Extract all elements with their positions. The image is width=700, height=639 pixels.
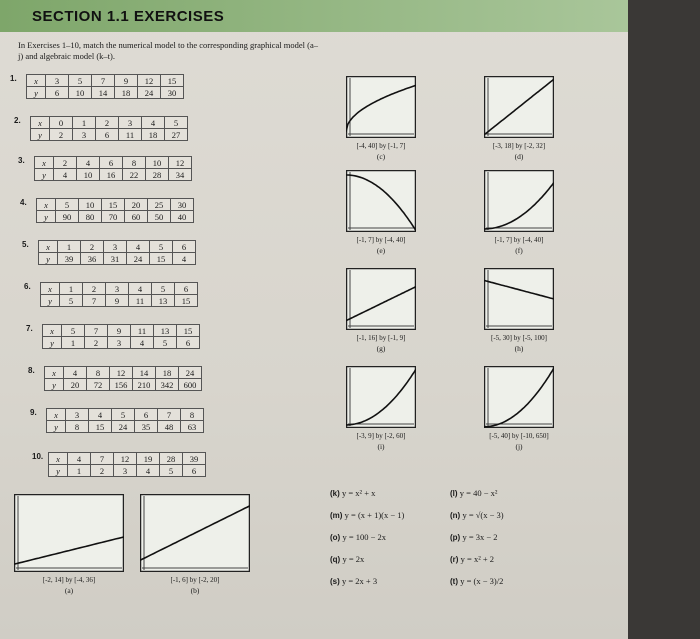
section-title: SECTION 1.1 EXERCISES xyxy=(32,8,225,25)
graph-window-j: [-5, 40] by [-10, 650] xyxy=(489,432,549,440)
data-table xyxy=(44,366,202,391)
graph-frame xyxy=(485,171,554,232)
graph-f xyxy=(484,170,554,232)
algebraic-model xyxy=(330,576,377,586)
algebraic-model xyxy=(450,554,494,564)
graph-frame xyxy=(485,269,554,330)
variable-label: x xyxy=(31,117,50,129)
algebraic-model xyxy=(450,576,503,586)
table-cell: 13 xyxy=(154,325,177,337)
table-cell: 35 xyxy=(135,421,158,433)
model-expression: y = x² + x xyxy=(342,488,376,498)
table-cell: 28 xyxy=(146,169,169,181)
table-cell: 19 xyxy=(137,453,160,465)
table-row xyxy=(49,465,206,477)
table-cell: 18 xyxy=(142,129,165,141)
table-cell: 2 xyxy=(91,465,114,477)
table-cell: 15 xyxy=(161,75,184,87)
graph-g xyxy=(346,268,416,330)
table-cell: 1 xyxy=(62,337,85,349)
table-cell: 210 xyxy=(133,379,156,391)
model-id: (q) xyxy=(330,555,343,564)
table-cell: 2 xyxy=(81,241,104,253)
table-row xyxy=(41,283,198,295)
table-cell: 600 xyxy=(179,379,202,391)
table-cell: 14 xyxy=(133,367,156,379)
table-cell: 2 xyxy=(50,129,73,141)
variable-label: y xyxy=(41,295,60,307)
table-row xyxy=(35,169,192,181)
table-cell: 5 xyxy=(69,75,92,87)
graph-label-d: (d) xyxy=(514,152,524,161)
table-row xyxy=(31,129,188,141)
graph-d xyxy=(484,76,554,138)
table-cell: 5 xyxy=(154,337,177,349)
table-row xyxy=(39,241,196,253)
model-id: (r) xyxy=(450,555,461,564)
table-cell: 70 xyxy=(102,211,125,223)
graph-window-c: [-4, 40] by [-1, 7] xyxy=(356,142,406,150)
data-table xyxy=(36,198,194,223)
table-cell: 342 xyxy=(156,379,179,391)
variable-label: y xyxy=(27,87,46,99)
table-cell: 25 xyxy=(148,199,171,211)
exercise-1 xyxy=(10,74,184,99)
table-cell: 12 xyxy=(138,75,161,87)
exercise-5 xyxy=(22,240,196,265)
table-cell: 6 xyxy=(135,409,158,421)
algebraic-model xyxy=(450,532,498,542)
model-id: (n) xyxy=(450,511,463,520)
table-cell: 13 xyxy=(152,295,175,307)
graph-label-b: (b) xyxy=(190,586,200,595)
table-cell: 18 xyxy=(115,87,138,99)
table-cell: 5 xyxy=(62,325,85,337)
model-id: (s) xyxy=(330,577,342,586)
table-cell: 24 xyxy=(138,87,161,99)
exercise-6 xyxy=(24,282,198,307)
exercise-number: 6. xyxy=(24,282,31,291)
table-cell: 9 xyxy=(106,295,129,307)
variable-label: y xyxy=(37,211,56,223)
graph-h xyxy=(484,268,554,330)
table-cell: 4 xyxy=(64,367,87,379)
graph-window-h: [-5, 30] by [-5, 100] xyxy=(491,334,547,342)
table-cell: 8 xyxy=(123,157,146,169)
table-cell: 11 xyxy=(119,129,142,141)
exercise-2 xyxy=(14,116,188,141)
table-cell: 48 xyxy=(158,421,181,433)
model-expression: y = √(x − 3) xyxy=(462,510,504,520)
model-expression: y = 3x − 2 xyxy=(462,532,498,542)
table-cell: 6 xyxy=(46,87,69,99)
table-cell: 8 xyxy=(181,409,204,421)
graph-window-d: [-3, 18] by [-2, 32] xyxy=(492,142,546,150)
table-cell: 50 xyxy=(148,211,171,223)
graph-label-h: (h) xyxy=(514,344,524,353)
graph-frame xyxy=(347,77,416,138)
table-cell: 22 xyxy=(123,169,146,181)
table-cell: 4 xyxy=(89,409,112,421)
data-table xyxy=(38,240,196,265)
table-cell: 1 xyxy=(60,283,83,295)
graph-b xyxy=(140,494,250,572)
model-expression: y = 40 − x² xyxy=(459,488,498,498)
model-expression: y = (x − 3)/2 xyxy=(460,576,504,586)
table-cell: 3 xyxy=(66,409,89,421)
table-cell: 9 xyxy=(115,75,138,87)
table-cell: 15 xyxy=(102,199,125,211)
table-cell: 5 xyxy=(150,241,173,253)
table-cell: 4 xyxy=(173,253,196,265)
data-table xyxy=(40,282,198,307)
data-table xyxy=(26,74,184,99)
variable-label: x xyxy=(47,409,66,421)
exercise-10 xyxy=(32,452,206,477)
data-table xyxy=(48,452,206,477)
variable-label: y xyxy=(47,421,66,433)
graph-frame xyxy=(347,269,416,330)
table-cell: 8 xyxy=(87,367,110,379)
table-row xyxy=(45,379,202,391)
table-row xyxy=(43,337,200,349)
data-table xyxy=(46,408,204,433)
exercise-7 xyxy=(26,324,200,349)
table-cell: 34 xyxy=(169,169,192,181)
graph-window-b: [-1, 6] by [-2, 20] xyxy=(170,576,220,584)
graph-frame xyxy=(347,171,416,232)
table-cell: 3 xyxy=(104,241,127,253)
table-row xyxy=(45,367,202,379)
exercise-number: 7. xyxy=(26,324,33,333)
table-cell: 1 xyxy=(58,241,81,253)
table-cell: 40 xyxy=(171,211,194,223)
table-cell: 3 xyxy=(46,75,69,87)
table-cell: 39 xyxy=(58,253,81,265)
data-table xyxy=(34,156,192,181)
model-id: (p) xyxy=(450,533,463,542)
table-row xyxy=(27,75,184,87)
variable-label: y xyxy=(45,379,64,391)
table-row xyxy=(31,117,188,129)
table-cell: 90 xyxy=(56,211,79,223)
table-cell: 4 xyxy=(131,337,154,349)
table-cell: 12 xyxy=(169,157,192,169)
exercise-instructions: In Exercises 1–10, match the numerical model to the corresponding graphical model (a–j) and algebraic model (k–t). xyxy=(18,40,318,61)
table-cell: 16 xyxy=(100,169,123,181)
table-cell: 3 xyxy=(108,337,131,349)
variable-label: x xyxy=(39,241,58,253)
table-cell: 24 xyxy=(179,367,202,379)
table-cell: 30 xyxy=(161,87,184,99)
model-expression: y = 100 − 2x xyxy=(342,532,387,542)
algebraic-model xyxy=(450,488,497,498)
table-cell: 10 xyxy=(79,199,102,211)
table-cell: 12 xyxy=(110,367,133,379)
table-cell: 9 xyxy=(108,325,131,337)
data-table xyxy=(30,116,188,141)
exercise-number: 5. xyxy=(22,240,29,249)
graph-label-a: (a) xyxy=(64,586,74,595)
table-row xyxy=(37,211,194,223)
table-cell: 3 xyxy=(73,129,96,141)
algebraic-model xyxy=(330,554,364,564)
graph-label-f: (f) xyxy=(515,246,523,255)
graph-a xyxy=(14,494,124,572)
table-cell: 27 xyxy=(165,129,188,141)
variable-label: x xyxy=(45,367,64,379)
table-row xyxy=(49,453,206,465)
table-cell: 10 xyxy=(146,157,169,169)
table-cell: 36 xyxy=(81,253,104,265)
model-id: (o) xyxy=(330,533,343,542)
variable-label: y xyxy=(31,129,50,141)
table-cell: 14 xyxy=(92,87,115,99)
exercise-8 xyxy=(28,366,202,391)
table-cell: 10 xyxy=(77,169,100,181)
table-cell: 12 xyxy=(114,453,137,465)
graph-i xyxy=(346,366,416,428)
table-cell: 15 xyxy=(150,253,173,265)
table-cell: 24 xyxy=(127,253,150,265)
table-cell: 5 xyxy=(112,409,135,421)
table-cell: 4 xyxy=(68,453,91,465)
table-cell: 0 xyxy=(50,117,73,129)
table-row xyxy=(47,409,204,421)
variable-label: x xyxy=(35,157,54,169)
graph-j xyxy=(484,366,554,428)
table-cell: 6 xyxy=(96,129,119,141)
table-cell: 5 xyxy=(165,117,188,129)
graph-label-i: (i) xyxy=(377,442,385,451)
table-cell: 28 xyxy=(160,453,183,465)
algebraic-model xyxy=(330,532,386,542)
table-cell: 72 xyxy=(87,379,110,391)
data-table xyxy=(42,324,200,349)
model-expression: y = x² + 2 xyxy=(460,554,495,564)
table-row xyxy=(43,325,200,337)
exercise-number: 4. xyxy=(20,198,27,207)
model-expression: y = 2x xyxy=(342,554,365,564)
table-cell: 3 xyxy=(114,465,137,477)
table-cell: 63 xyxy=(181,421,204,433)
graph-frame xyxy=(485,367,554,428)
exercise-9 xyxy=(30,408,204,433)
variable-label: x xyxy=(41,283,60,295)
graph-c xyxy=(346,76,416,138)
table-cell: 6 xyxy=(100,157,123,169)
table-cell: 20 xyxy=(125,199,148,211)
table-cell: 80 xyxy=(79,211,102,223)
model-id: (l) xyxy=(450,489,460,498)
variable-label: x xyxy=(37,199,56,211)
table-cell: 24 xyxy=(112,421,135,433)
table-cell: 11 xyxy=(131,325,154,337)
table-cell: 6 xyxy=(173,241,196,253)
dark-background xyxy=(628,0,700,639)
table-cell: 15 xyxy=(89,421,112,433)
table-cell: 7 xyxy=(158,409,181,421)
table-row xyxy=(47,421,204,433)
graph-label-e: (e) xyxy=(376,246,386,255)
graph-label-g: (g) xyxy=(376,344,386,353)
table-cell: 2 xyxy=(83,283,106,295)
algebraic-model xyxy=(330,510,404,520)
table-cell: 6 xyxy=(183,465,206,477)
model-expression: y = 2x + 3 xyxy=(342,576,378,586)
table-cell: 30 xyxy=(171,199,194,211)
algebraic-model xyxy=(450,510,504,520)
table-row xyxy=(41,295,198,307)
table-cell: 5 xyxy=(152,283,175,295)
variable-label: y xyxy=(49,465,68,477)
table-cell: 2 xyxy=(85,337,108,349)
graph-label-c: (c) xyxy=(376,152,386,161)
variable-label: x xyxy=(27,75,46,87)
exercise-3 xyxy=(18,156,192,181)
table-cell: 39 xyxy=(183,453,206,465)
table-cell: 20 xyxy=(64,379,87,391)
graph-label-j: (j) xyxy=(515,442,523,451)
table-cell: 11 xyxy=(129,295,152,307)
variable-label: x xyxy=(49,453,68,465)
table-cell: 60 xyxy=(125,211,148,223)
variable-label: y xyxy=(43,337,62,349)
table-cell: 7 xyxy=(91,453,114,465)
exercise-4 xyxy=(20,198,194,223)
table-cell: 5 xyxy=(56,199,79,211)
table-cell: 7 xyxy=(83,295,106,307)
table-row xyxy=(39,253,196,265)
table-cell: 1 xyxy=(68,465,91,477)
table-cell: 4 xyxy=(54,169,77,181)
table-row xyxy=(27,87,184,99)
graph-e xyxy=(346,170,416,232)
table-cell: 6 xyxy=(177,337,200,349)
table-cell: 18 xyxy=(156,367,179,379)
graph-window-i: [-3, 9] by [-2, 60] xyxy=(356,432,406,440)
table-cell: 7 xyxy=(92,75,115,87)
model-id: (m) xyxy=(330,511,345,520)
table-cell: 10 xyxy=(69,87,92,99)
variable-label: y xyxy=(35,169,54,181)
table-cell: 1 xyxy=(73,117,96,129)
table-cell: 7 xyxy=(85,325,108,337)
graph-window-f: [-1, 7] by [-4, 40] xyxy=(494,236,544,244)
exercise-number: 3. xyxy=(18,156,25,165)
table-cell: 3 xyxy=(119,117,142,129)
algebraic-model xyxy=(330,488,375,498)
table-cell: 15 xyxy=(175,295,198,307)
graph-window-a: [-2, 14] by [-4, 36] xyxy=(42,576,96,584)
table-cell: 4 xyxy=(137,465,160,477)
table-cell: 4 xyxy=(127,241,150,253)
exercise-number: 9. xyxy=(30,408,37,417)
table-cell: 4 xyxy=(77,157,100,169)
exercise-number: 8. xyxy=(28,366,35,375)
model-id: (t) xyxy=(450,577,461,586)
table-cell: 31 xyxy=(104,253,127,265)
graph-window-g: [-1, 16] by [-1, 9] xyxy=(356,334,406,342)
table-cell: 4 xyxy=(129,283,152,295)
exercise-number: 10. xyxy=(32,452,44,461)
table-cell: 3 xyxy=(106,283,129,295)
table-cell: 2 xyxy=(54,157,77,169)
table-cell: 2 xyxy=(96,117,119,129)
exercise-number: 2. xyxy=(14,116,21,125)
table-cell: 6 xyxy=(175,283,198,295)
graph-frame xyxy=(347,367,416,428)
exercise-number: 1. xyxy=(10,74,17,83)
table-cell: 8 xyxy=(66,421,89,433)
model-expression: y = (x + 1)(x − 1) xyxy=(344,510,405,520)
variable-label: x xyxy=(43,325,62,337)
model-id: (k) xyxy=(330,489,342,498)
table-cell: 156 xyxy=(110,379,133,391)
table-cell: 5 xyxy=(60,295,83,307)
table-cell: 15 xyxy=(177,325,200,337)
table-cell: 5 xyxy=(160,465,183,477)
graph-window-e: [-1, 7] by [-4, 40] xyxy=(356,236,406,244)
table-row xyxy=(37,199,194,211)
table-row xyxy=(35,157,192,169)
table-cell: 4 xyxy=(142,117,165,129)
variable-label: y xyxy=(39,253,58,265)
